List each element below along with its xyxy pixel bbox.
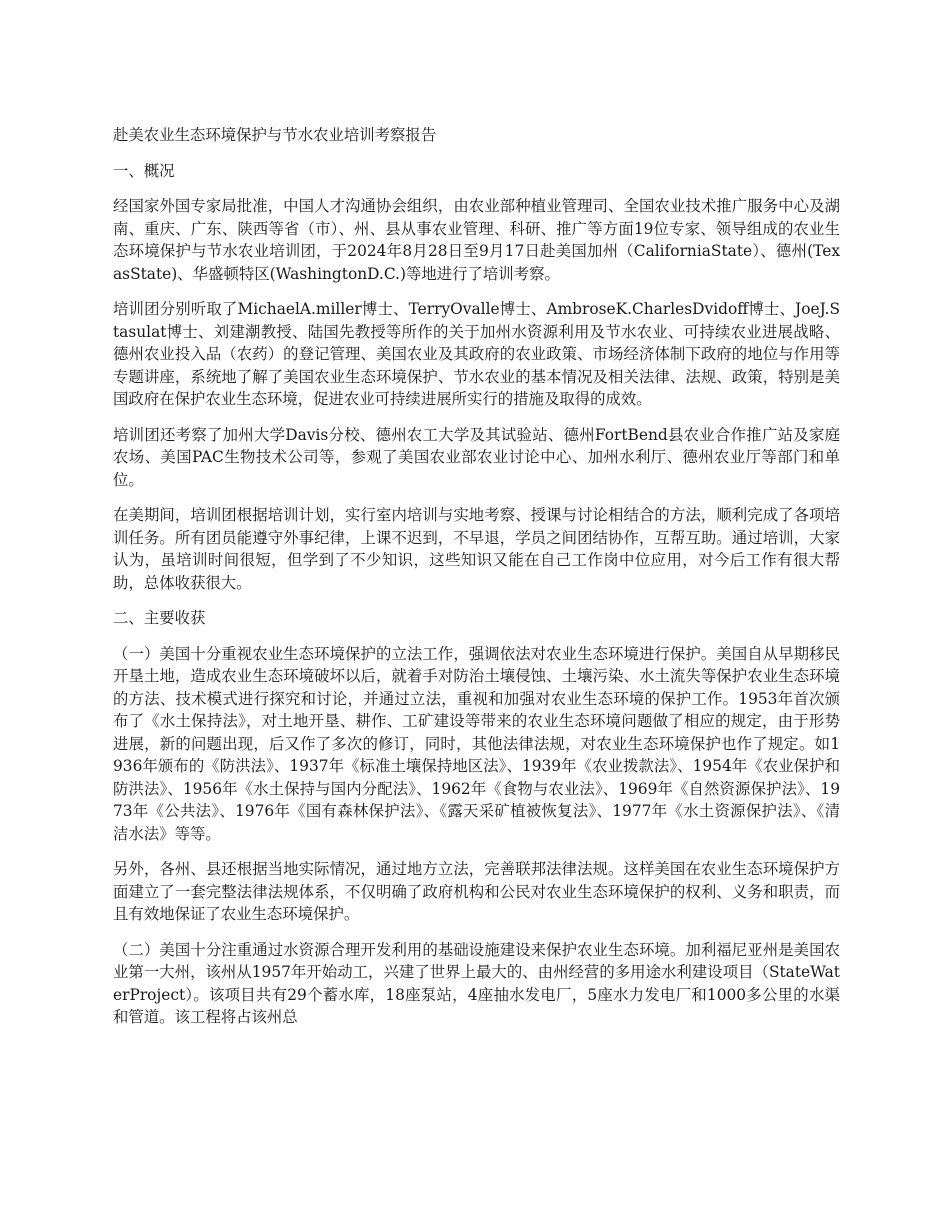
section-heading-overview: 一、概况 <box>113 161 175 180</box>
paragraph-gains-3: （二）美国十分注重通过水资源合理开发利用的基础设施建设来保护农业生态环境。加利福尼亚州是美国农业第一大州，该州从1957年开始动工，兴建了世界上最大的、由州经营的多用途水利建设项目（StateWaterProject）。该项目共有29个蓄水库，18座泵站，4座抽水发电厂，5座水力发电厂和1000多公里的水渠和管道。该工程将占该州总 <box>113 940 840 1026</box>
section-heading-gains: 二、主要收获 <box>113 609 206 627</box>
paragraph-gains-2: 另外，各州、县还根据当地实际情况，通过地方立法，完善联邦法律法规。这样美国在农业生态环境保护方面建立了一套完整法律法规体系，不仅明确了政府机构和公民对农业生态环境保护的权利、义务和职责，而且有效地保证了农业生态环境保护。 <box>113 860 840 923</box>
paragraph-overview-3: 培训团还考察了加州大学Davis分校、德州农工大学及其试验站、德州FortBend县农业合作推广站及家庭农场、美国PAC生物技术公司等，参观了美国农业部农业讨论中心、加州水利厅、德州农业厅等部门和单位。 <box>113 425 840 489</box>
paragraph-overview-1: 经国家外国专家局批准，中国人才沟通协会组织，由农业部种植业管理司、全国农业技术推广服务中心及湖南、重庆、广东、陕西等省（市）、州、县从事农业管理、科研、推广等方面19位专家、领导组成的农业生态环境保护与节水农业培训团，于2024年8月28日至9月17日赴美国加州（CaliforniaState）、德州(TexasState)、华盛顿特区(WashingtonD.C.)等地进行了培训考察。 <box>113 197 840 283</box>
document-title: 赴美农业生态环境保护与节水农业培训考察报告 <box>113 126 437 144</box>
document-page <box>113 124 840 1042</box>
paragraph-overview-4: 在美期间，培训团根据培训计划，实行室内培训与实地考察、授课与讨论相结合的方法，顺利完成了各项培训任务。所有团员能遵守外事纪律，上课不迟到，不早退，学员之间团结协作，互帮互助。通过培训，大家认为，虽培训时间很短，但学到了不少知识，这些知识又能在自己工作岗中位应用，对今后工作有很大帮助，总体收获很大。 <box>113 506 840 592</box>
paragraph-gains-1: （一）美国十分重视农业生态环境保护的立法工作，强调依法对农业生态环境进行保护。美国自从早期移民开垦土地，造成农业生态环境破坏以后，就着手对防治土壤侵蚀、土壤污染、水土流失等保护农业生态环境的方法、技术模式进行探究和讨论，并通过立法，重视和加强对农业生态环境的保护工作。1953年首次颁布了《水土保持法》，对土地开垦、耕作、工矿建设等带来的农业生态环境问题做了相应的规定，由于形势进展，新的问题出现，后又作了多次的修订，同时，其他法律法规，对农业生态环境保护也作了规定。如1936年颁布的《防洪法》、1937年《标准土壤保持地区法》、1939年《农业拨款法》、1954年《农业保护和防洪法》、1956年《水土保持与国内分配法》、1962年《食物与农业法》、1969年《自然资源保护法》、1973年《公共法》、1976年《国有森林保护法》、《露天采矿植被恢复法》、1977年《水土资源保护法》、《清洁水法》等等。 <box>113 644 840 843</box>
paragraph-overview-2: 培训团分别听取了MichaelA.miller博士、TerryOvalle博士、AmbroseK.CharlesDvidoff博士、JoeJ.Stasulat博士、刘建潮教授、陆国先教授等所作的关于加州水资源利用及节水农业、可持续农业进展战略、德州农业投入品（农药）的登记管理、美国农业及其政府的农业政策、市场经济体制下政府的地位与作用等专题讲座，系统地了解了美国农业生态环境保护、节水农业的基本情况及相关法律、法规、政策，特别是美国政府在保护农业生态环境，促进农业可持续进展所实行的措施及取得的成效。 <box>113 300 840 408</box>
